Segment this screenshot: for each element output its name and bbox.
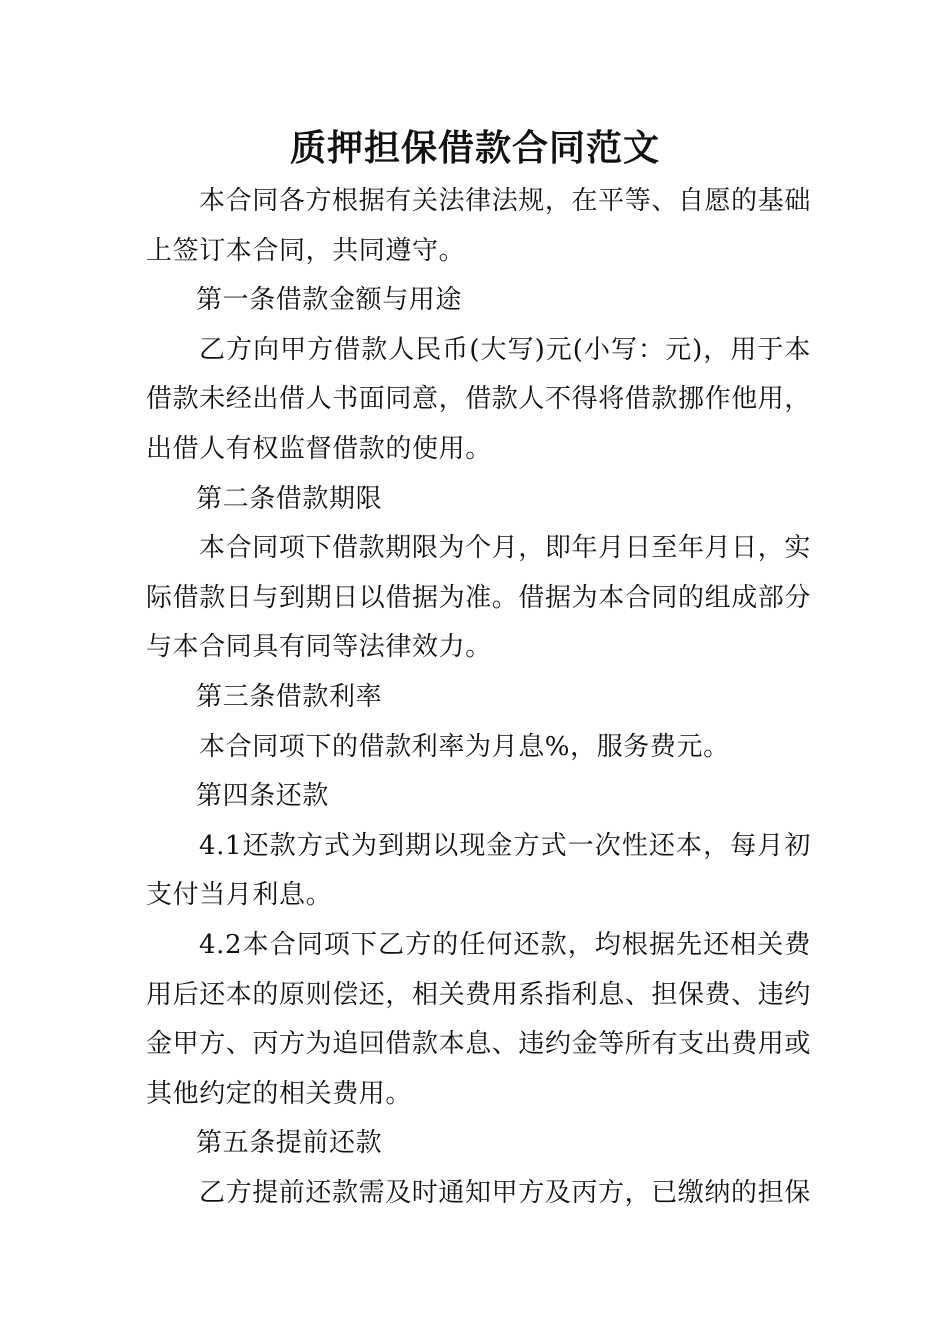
document-title: 质押担保借款合同范文 xyxy=(289,128,660,169)
article-3-heading: 第三条借款利率 xyxy=(196,681,383,712)
article-2-heading: 第二条借款期限 xyxy=(196,483,383,514)
article-1-heading: 第一条借款金额与用途 xyxy=(196,285,463,316)
article-2-paragraph: 本合同项下借款期限为个月，即年月日至年月日，实际借款日与到期日以借据为准。借据为本合同的组成部分与本合同具有同等法律效力。 xyxy=(146,533,812,663)
article-3-paragraph: 本合同项下的借款利率为月息%，服务费元。 xyxy=(199,731,730,762)
article-4-clause-1: 4.1还款方式为到期以现金方式一次性还本，每月初支付当月利息。 xyxy=(146,830,811,911)
preamble-paragraph: 本合同各方根据有关法律法规，在平等、自愿的基础上签订本合同，共同遵守。 xyxy=(146,186,811,266)
article-5-paragraph: 乙方提前还款需及时通知甲方及丙方，已缴纳的担保 xyxy=(199,1177,811,1208)
article-4-heading: 第四条还款 xyxy=(196,781,330,812)
article-5-heading: 第五条提前还款 xyxy=(196,1128,383,1159)
article-1-paragraph: 乙方向甲方借款人民币(大写)元(小写：元)，用于本借款未经出借人书面同意，借款人不得将借款挪作他用，出借人有权监督借款的使用。 xyxy=(146,334,812,464)
article-4-clause-2: 4.2本合同项下乙方的任何还款，均根据先还相关费用后还本的原则偿还，相关费用系指利息、担保费、违约金甲方、丙方为追回借款本息、违约金等所有支出费用或其他约定的相关费用。 xyxy=(146,929,812,1109)
document-body xyxy=(146,177,811,1218)
